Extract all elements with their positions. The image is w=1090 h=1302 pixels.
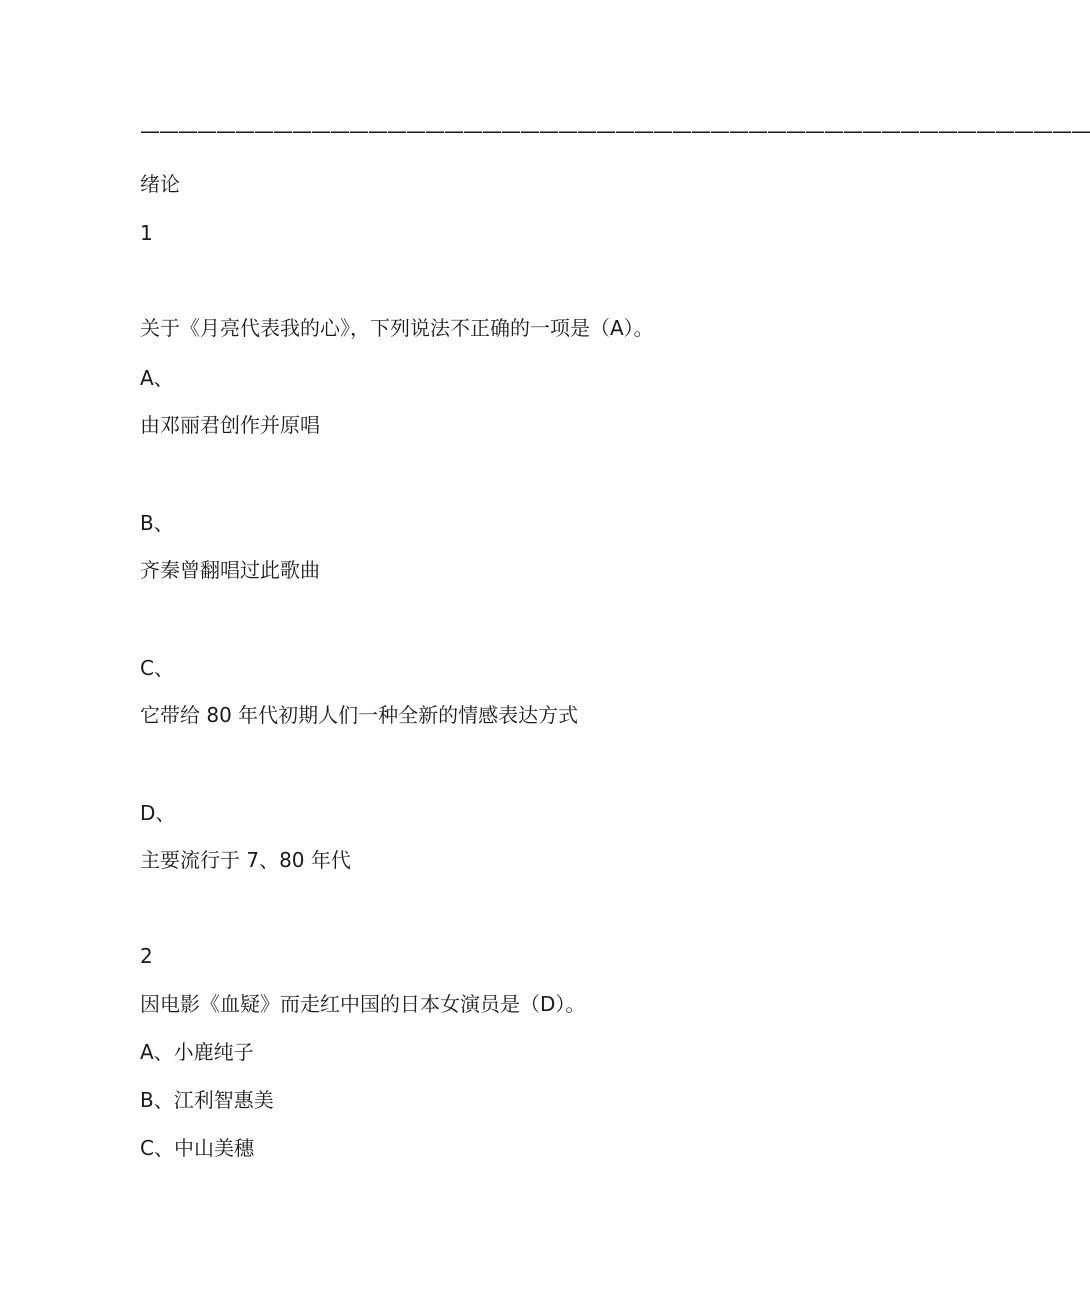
question-2-number: 2 <box>140 944 153 968</box>
question-1-stem: 关于《月亮代表我的心》，下列说法不正确的一项是（A）。 <box>140 316 654 340</box>
question-1-option-d-label: D、 <box>140 801 176 825</box>
question-1-option-a-label: A、 <box>140 366 174 390</box>
question-1-option-b-text: 齐秦曾翻唱过此歌曲 <box>140 558 320 582</box>
question-2-option-c: C、中山美穗 <box>140 1136 254 1160</box>
question-2-stem: 因电影《血疑》而走红中国的日本女演员是（D）。 <box>140 992 586 1016</box>
question-1-option-a-text: 由邓丽君创作并原唱 <box>140 413 320 437</box>
question-1-option-c-label: C、 <box>140 656 174 680</box>
question-1-option-c-text: 它带给 80 年代初期人们一种全新的情感表达方式 <box>140 703 579 727</box>
section-title: 绪论 <box>140 172 180 196</box>
question-1-number: 1 <box>140 221 153 245</box>
horizontal-rule: —————————————————————————————————————————————————— <box>140 119 1090 143</box>
question-1-option-b-label: B、 <box>140 511 174 535</box>
question-1-option-d-text: 主要流行于 7、80 年代 <box>140 848 351 872</box>
question-2-option-b: B、江利智惠美 <box>140 1088 274 1112</box>
question-2-option-a: A、小鹿纯子 <box>140 1040 254 1064</box>
